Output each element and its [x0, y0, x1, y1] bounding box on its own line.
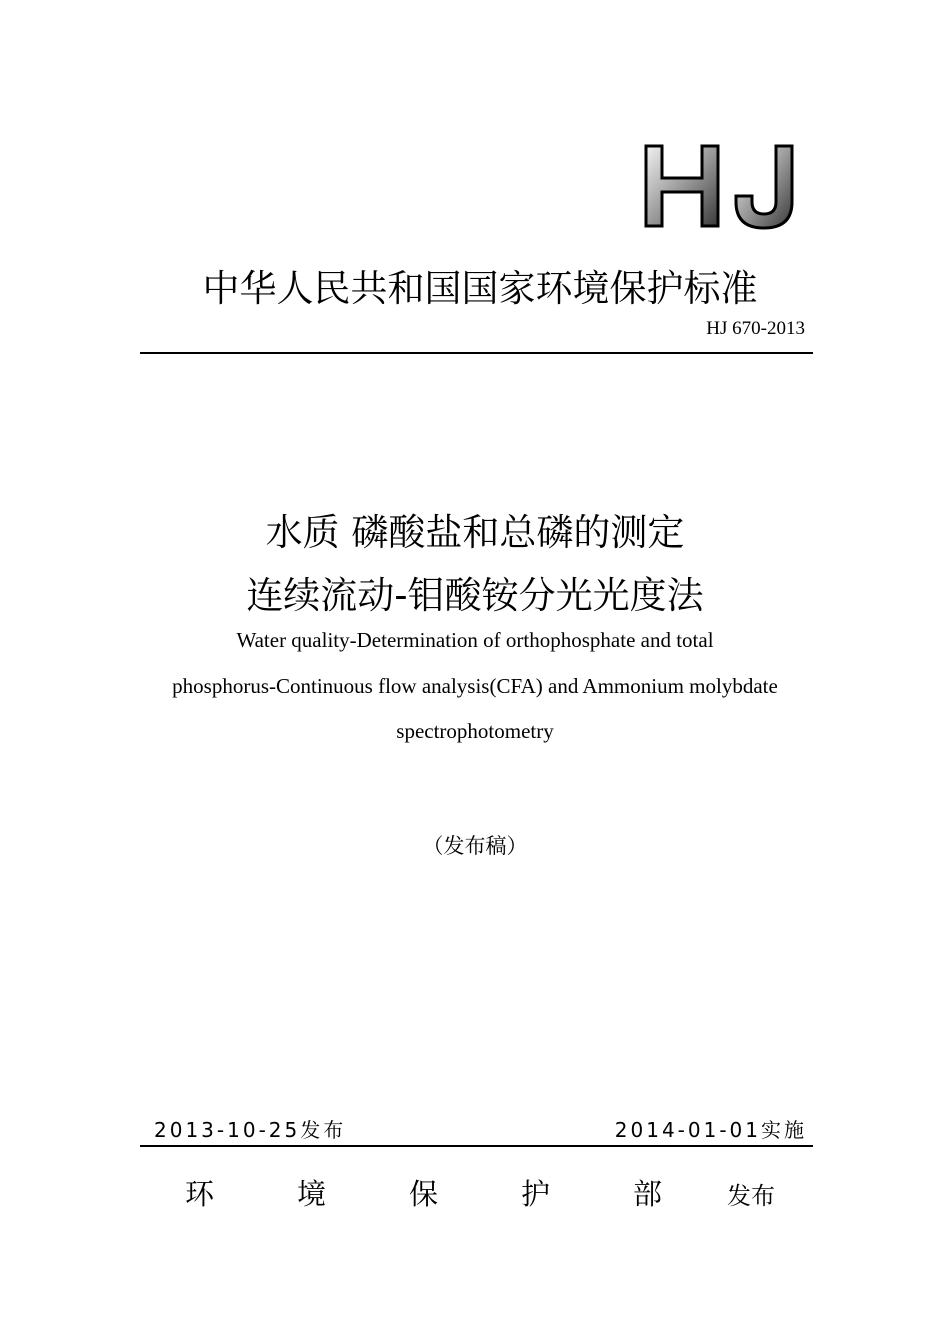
- standard-title: 中华人民共和国国家环境保护标准: [202, 267, 758, 310]
- standard-number: HJ 670-2013: [706, 318, 805, 339]
- top-divider: [140, 352, 813, 354]
- publisher-char: 境: [297, 1177, 327, 1211]
- hj-logo: [640, 140, 810, 232]
- draft-label: （发布稿）: [422, 834, 528, 858]
- publisher-line: [185, 1172, 805, 1213]
- title-en-line3: spectrophotometry: [396, 719, 554, 743]
- title-en-line1: Water quality-Determination of orthophosphate and total: [236, 628, 714, 652]
- title-cn-line1: 水质 磷酸盐和总磷的测定: [265, 511, 685, 554]
- publisher-char: 环: [185, 1177, 215, 1211]
- bottom-divider: [140, 1145, 813, 1147]
- publisher-char: 护: [521, 1177, 551, 1211]
- issue-date: 2013-10-25发布: [154, 1118, 347, 1142]
- title-cn-line2: 连续流动-钼酸铵分光光度法: [246, 574, 704, 617]
- publisher-char: 保: [409, 1177, 439, 1211]
- implementation-date: 2014-01-01实施: [614, 1118, 807, 1142]
- publisher-char: 部: [633, 1177, 663, 1211]
- title-en-line2: phosphorus-Continuous flow analysis(CFA) and Ammonium molybdate: [172, 674, 778, 698]
- publish-label: 发布: [727, 1182, 775, 1210]
